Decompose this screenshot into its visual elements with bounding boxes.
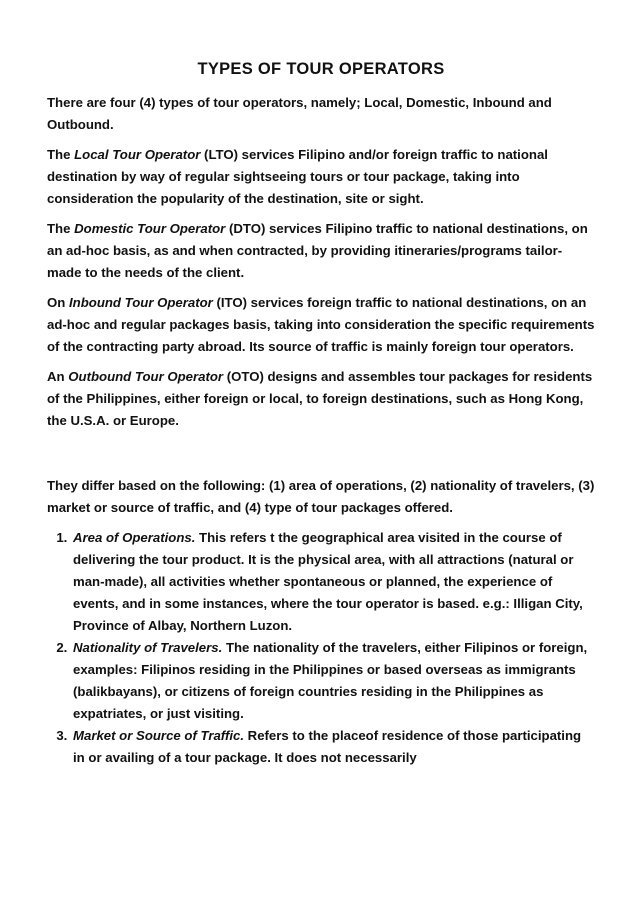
- document-title: TYPES OF TOUR OPERATORS: [197, 60, 445, 78]
- criteria-list: [47, 527, 595, 769]
- ito-body: (ITO) services foreign traffic to national destinations, on an ad-hoc and regular packages basis, taking into consideration the specific requirements of the contracting party abroad. Its source of traffic is mainly foreign tour operators.: [47, 295, 595, 354]
- list-item-body: Refers to the placeof residence of those participating in or availing of a tour package. It does not necessarily: [73, 728, 582, 765]
- ito-lead: On: [47, 295, 69, 310]
- list-item-term: Market or Source of Traffic.: [73, 728, 244, 743]
- lto-body: (LTO) services Filipino and/or foreign traffic to national destination by way of regular sightseeing tours or tour package, taking into consideration the popularity of the destination, site or sight.: [47, 147, 548, 206]
- dto-paragraph: [47, 218, 595, 284]
- ito-term: Inbound Tour Operator: [68, 295, 213, 310]
- oto-lead: An: [47, 369, 69, 384]
- dto-body: (DTO) services Filipino traffic to national destinations, on an ad-hoc basis, as and when contracted, by providing itineraries/programs tailor-made to the needs of the client.: [47, 221, 588, 280]
- list-item: [71, 637, 595, 725]
- list-item-term: Area of Operations.: [73, 530, 196, 545]
- list-item: [71, 725, 595, 769]
- list-item: [71, 527, 595, 637]
- list-item-term: Nationality of Travelers.: [73, 640, 223, 655]
- document-page: [47, 58, 595, 769]
- dto-term: Domestic Tour Operator: [74, 221, 226, 236]
- section-spacer: [47, 440, 595, 475]
- lto-lead: The: [47, 147, 75, 162]
- oto-body: (OTO) designs and assembles tour packages for residents of the Philippines, either foreign or local, to foreign destinations, such as Hong Kong, the U.S.A. or Europe.: [47, 369, 593, 428]
- list-item-body: The nationality of the travelers, either Filipinos or foreign, examples: Filipinos residing in the Philippines or based overseas as immigrants (balikbayans), or citizens of foreign countries residing in the Philippines as expatriates, or just visiting.: [73, 640, 588, 721]
- dto-lead: The: [47, 221, 75, 236]
- ito-paragraph: [47, 292, 595, 358]
- oto-paragraph: [47, 366, 595, 432]
- lto-paragraph: [47, 144, 595, 210]
- list-item-body: This refers t the geographical area visited in the course of delivering the tour product. It is the physical area, with all attractions (natural or man-made), all activities whether spontaneous or planned, the experience of events, and in some instances, where the tour operator is based. e.g.: Illigan City, Province of Albay, Northern Luzon.: [73, 530, 583, 633]
- differ-paragraph: They differ based on the following: (1) area of operations, (2) nationality of travelers, (3) market or source of traffic, and (4) type of tour packages offered.: [47, 478, 595, 515]
- oto-term: Outbound Tour Operator: [68, 369, 224, 384]
- lto-term: Local Tour Operator: [74, 147, 201, 162]
- intro-paragraph: There are four (4) types of tour operators, namely; Local, Domestic, Inbound and Outbound.: [47, 95, 552, 132]
